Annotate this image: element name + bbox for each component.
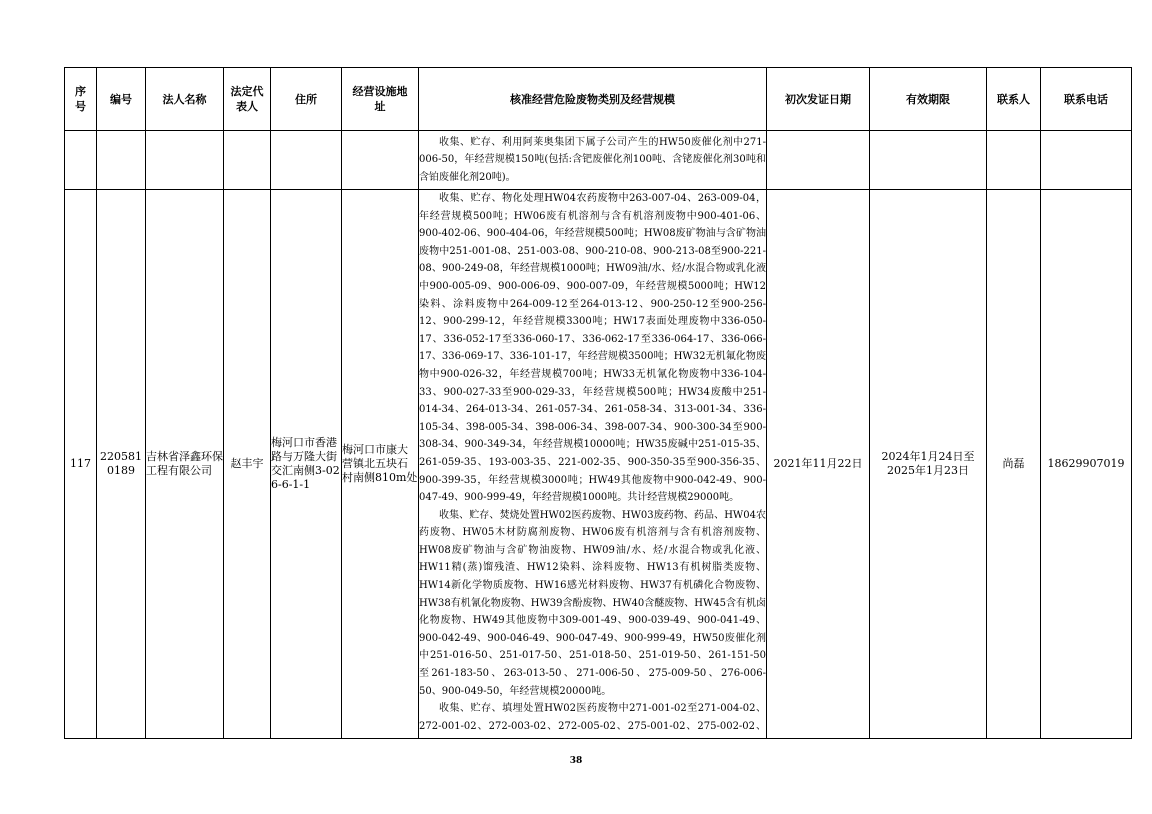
scope-paragraph-incineration: 收集、贮存、焚烧处置HW02医药废物、HW03废药物、药品、HW04农药废物、HW05木材防腐剂废物、HW06废有机溶剂与含有机溶剂废物、HW08废矿物油与含矿物油废物、HW09油/水、烃/水混合物或乳化液、HW11精(蒸)馏残渣、HW12染料、涂料废物、HW13有机树脂类废物、HW14新化学物质废物、HW16感光材料废物、HW37有机磷化合物废物、HW38有机氰化物废物、HW39含酚废物、HW40含醚废物、HW45含有机卤化物废物、HW49其他废物中309-001-49、900-039-49、900-041-49、900-042-49、900-046-49、900-047-49、900-999-49，HW50废催化剂中251-016-50、251-017-50、251-018-50、251-019-50、261-151-50至261-183-50、263-013-50、271-006-50、275-009-50、276-006-50、900-049-50，年经营规模20000吨。 (419, 509, 766, 697)
header-scope: 核准经营危险废物类别及经营规模 (419, 68, 767, 131)
scope-paragraph-landfill: 收集、贮存、填埋处置HW02医药废物中271-001-02至271-004-02、272-001-02、272-003-02、272-005-02、275-001-02、275-002-02、 (419, 703, 766, 732)
cell-code-empty (97, 131, 146, 190)
cell-company-name: 吉林省泽鑫环保工程有限公司 (146, 190, 224, 739)
header-phone: 联系电话 (1041, 68, 1132, 131)
cell-site-empty (342, 131, 419, 190)
cell-phone-empty (1041, 131, 1132, 190)
header-seq: 序号 (65, 68, 97, 131)
header-first-date: 初次发证日期 (767, 68, 870, 131)
cell-rep-empty (224, 131, 271, 190)
header-row (65, 68, 1132, 131)
scope-continued-text: 收集、贮存、利用阿莱奥集团下属子公司产生的HW50废催化剂中271-006-50，年经营规模150吨(包括:含钯废催化剂100吨、含铑废催化剂30吨和含铂废催化剂20吨)。 (419, 136, 766, 183)
cell-seq-empty (65, 131, 97, 190)
cell-seq: 117 (65, 190, 97, 739)
scope-text-box (419, 190, 766, 736)
cell-scope (419, 190, 767, 739)
cell-validity: 2024年1月24日至2025年1月23日 (870, 190, 987, 739)
page-number: 38 (569, 756, 583, 766)
header-rep: 法定代表人 (224, 68, 271, 131)
cell-code: 2205810189 (97, 190, 146, 739)
cell-contact: 尚磊 (987, 190, 1041, 739)
header-contact: 联系人 (987, 68, 1041, 131)
cell-site: 梅河口市康大营镇北五块石村南侧810m处 (342, 190, 419, 739)
cell-phone: 18629907019 (1041, 190, 1132, 739)
header-address: 住所 (271, 68, 342, 131)
cell-rep: 赵丰宇 (224, 190, 271, 739)
permit-table (64, 67, 1132, 739)
cell-scope-continued (419, 131, 767, 190)
table-row-117 (65, 190, 1132, 739)
cell-first-date-empty (767, 131, 870, 190)
cell-address-empty (271, 131, 342, 190)
header-code: 编号 (97, 68, 146, 131)
cell-address: 梅河口市香港路与万隆大街交汇南侧3-026-6-1-1 (271, 190, 342, 739)
cell-contact-empty (987, 131, 1041, 190)
scope-paragraph-physchem: 收集、贮存、物化处理HW04农药废物中263-007-04、263-009-04，年经营规模500吨；HW06废有机溶剂与含有机溶剂废物中900-401-06、900-402-06、900-404-06，年经营规模500吨；HW08废矿物油与含矿物油废物中251-001-08、251-003-08、900-210-08、900-213-08至900-221-08、900-249-08，年经营规模1000吨；HW09油/水、烃/水混合物或乳化液中900-005-09、900-006-09、900-007-09，年经营规模5000吨；HW12染料、涂料废物中264-009-12至264-013-12、900-250-12至900-256-12、900-299-12，年经营规模3300吨；HW17表面处理废物中336-050-17、336-052-17至336-060-17、336-062-17至336-064-17、336-066-17、336-069-17、336-101-17，年经营规模3500吨；HW32无机氟化物废物中900-026-32，年经营规模700吨；HW33无机氰化物废物中336-104-33、900-027-33至900-029-33，年经营规模500吨；HW34废酸中251-014-34、264-013-34、261-057-34、261-058-34、313-001-34、336-105-34、398-005-34、398-006-34、398-007-34、900-300-34至900-308-34、900-349-34，年经营规模10000吨；HW35废碱中251-015-35、261-059-35、193-003-35、221-002-35、900-350-35至900-356-35、900-399-35，年经营规模3000吨；HW49其他废物中900-042-49、900-047-49、900-999-49，年经营规模1000吨。共计经营规模29000吨。 (419, 193, 766, 504)
table-row-continued (65, 131, 1132, 190)
header-site: 经营设施地址 (342, 68, 419, 131)
header-validity: 有效期限 (870, 68, 987, 131)
cell-validity-empty (870, 131, 987, 190)
header-name: 法人名称 (146, 68, 224, 131)
cell-first-date: 2021年11月22日 (767, 190, 870, 739)
cell-name-empty (146, 131, 224, 190)
